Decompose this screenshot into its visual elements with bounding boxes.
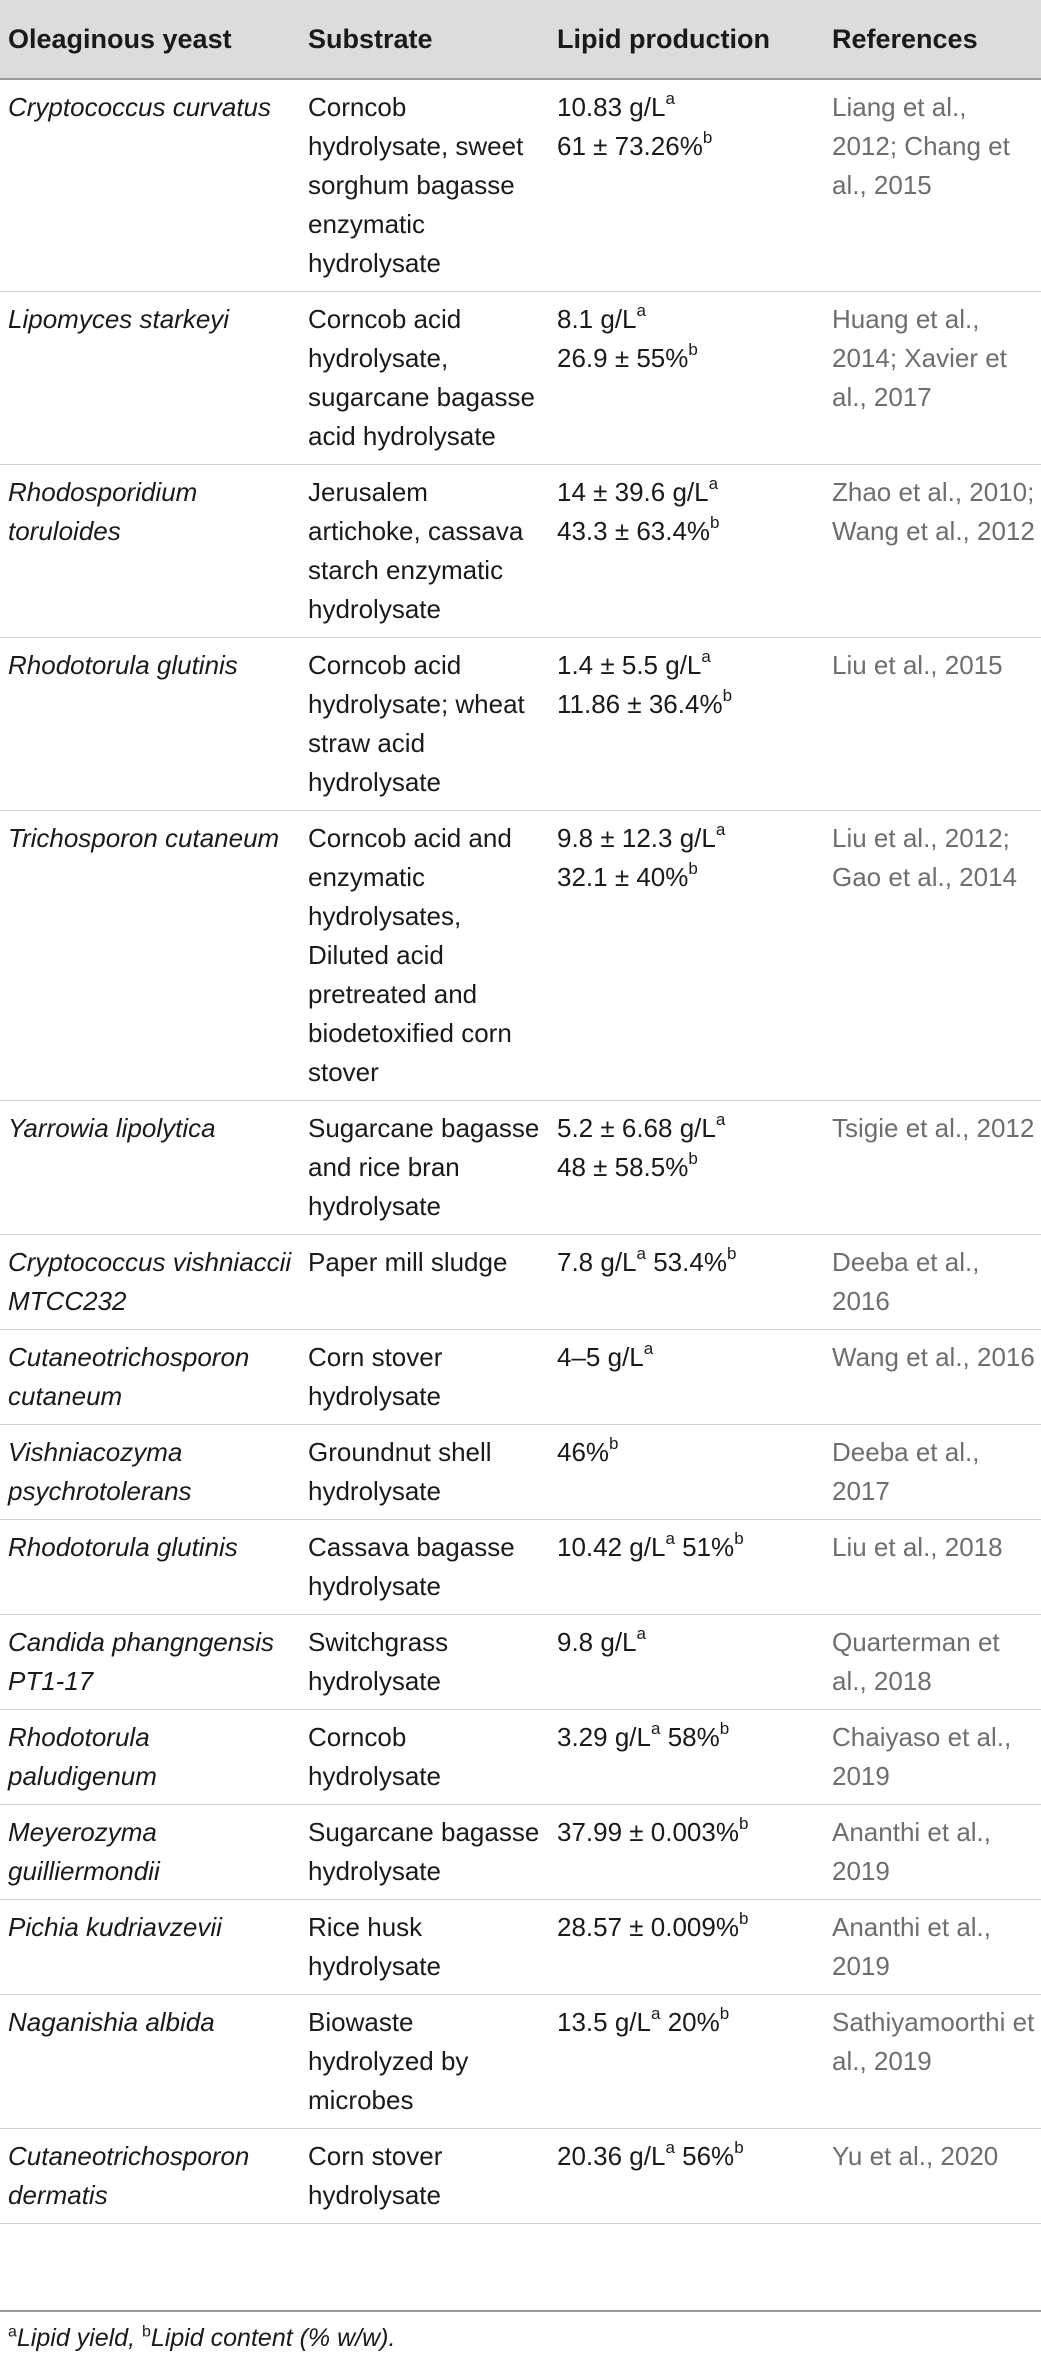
cell-substrate: Sugarcane bagasse hydrolysate	[298, 1805, 547, 1900]
cell-oleaginous-yeast: Yarrowia lipolytica	[0, 1101, 298, 1235]
footnote-marker: b	[738, 1814, 749, 1834]
table-row	[0, 1425, 1041, 1520]
lipid-value-text: 28.57 ± 0.009%	[557, 1912, 739, 1942]
cell-references: Yu et al., 2020	[822, 2129, 1041, 2224]
lipid-value	[557, 685, 816, 724]
table-row	[0, 1520, 1041, 1615]
cell-lipid-production	[547, 1425, 822, 1520]
lipid-value-text: 61 ± 73.26%	[557, 131, 703, 161]
lipid-value	[557, 2138, 675, 2171]
table-body	[0, 79, 1041, 2224]
footnote-marker: b	[688, 340, 698, 360]
lipid-value-text: 1.4 ± 5.5 g/L	[557, 650, 702, 680]
lipid-value	[653, 1244, 737, 1277]
footnote-marker: b	[738, 1909, 749, 1929]
lipid-value-text: 10.42 g/L	[557, 1532, 666, 1562]
table-footnote	[8, 2322, 395, 2354]
lipid-value	[557, 1719, 661, 1752]
footnote-marker: a	[636, 301, 646, 321]
cell-lipid-production	[547, 1520, 822, 1615]
cell-oleaginous-yeast: Cryptococcus curvatus	[0, 79, 298, 292]
cell-lipid-production	[547, 1900, 822, 1995]
footnote-marker: a	[643, 1339, 654, 1359]
footnote-marker: a	[708, 474, 719, 494]
footnote-marker: b	[702, 128, 713, 148]
footnote-marker: b	[609, 1434, 619, 1454]
lipid-value-text: 46%	[557, 1437, 610, 1467]
table-row	[0, 465, 1041, 638]
cell-oleaginous-yeast: Rhodotorula paludigenum	[0, 1710, 298, 1805]
table-row	[0, 1710, 1041, 1805]
cell-substrate: Corn stover hydrolysate	[298, 1330, 547, 1425]
table-row	[0, 1330, 1041, 1425]
table-row	[0, 1805, 1041, 1900]
lipid-value	[557, 339, 816, 378]
header-references: References	[822, 0, 1041, 79]
footnote-marker: a	[636, 1244, 646, 1264]
cell-substrate: Corncob hydrolysate, sweet sorghum bagasse enzymatic hydrolysate	[298, 79, 547, 292]
cell-lipid-production	[547, 1101, 822, 1235]
lipid-value	[557, 512, 816, 551]
footnote-marker: a	[650, 2004, 661, 2024]
cell-substrate: Corncob acid hydrolysate, sugarcane bagasse acid hydrolysate	[298, 292, 547, 465]
footnote-divider	[0, 2310, 1041, 2312]
cell-references: Tsigie et al., 2012	[822, 1101, 1041, 1235]
lipid-value	[557, 1244, 646, 1277]
cell-substrate: Corncob acid and enzymatic hydrolysates, Diluted acid pretreated and biodetoxified corn stover	[298, 811, 547, 1101]
cell-substrate: Cassava bagasse hydrolysate	[298, 1520, 547, 1615]
cell-oleaginous-yeast: Trichosporon cutaneum	[0, 811, 298, 1101]
header-oleaginous-yeast: Oleaginous yeast	[0, 0, 298, 79]
cell-references: Deeba et al., 2017	[822, 1425, 1041, 1520]
footnote-marker: a	[665, 2138, 675, 2158]
table-row	[0, 1995, 1041, 2129]
cell-oleaginous-yeast: Cutaneotrichosporon cutaneum	[0, 1330, 298, 1425]
lipid-value-text: 7.8 g/L	[557, 1247, 637, 1277]
cell-substrate: Corncob hydrolysate	[298, 1710, 547, 1805]
cell-substrate: Switchgrass hydrolysate	[298, 1615, 547, 1710]
cell-references: Quarterman et al., 2018	[822, 1615, 1041, 1710]
lipid-value-text: 51%	[682, 1532, 735, 1562]
cell-oleaginous-yeast: Rhodotorula glutinis	[0, 638, 298, 811]
cell-references: Liang et al., 2012; Chang et al., 2015	[822, 79, 1041, 292]
cell-oleaginous-yeast: Vishniacozyma psychrotolerans	[0, 1425, 298, 1520]
lipid-value-text: 37.99 ± 0.003%	[557, 1817, 739, 1847]
cell-substrate: Jerusalem artichoke, cassava starch enzymatic hydrolysate	[298, 465, 547, 638]
lipid-value	[557, 819, 816, 858]
cell-references: Liu et al., 2015	[822, 638, 1041, 811]
cell-references: Chaiyaso et al., 2019	[822, 1710, 1041, 1805]
cell-substrate: Corncob acid hydrolysate; wheat straw acid hydrolysate	[298, 638, 547, 811]
lipid-value-text: 48 ± 58.5%	[557, 1152, 689, 1182]
cell-substrate: Rice husk hydrolysate	[298, 1900, 547, 1995]
cell-oleaginous-yeast: Cryptococcus vishniaccii MTCC232	[0, 1235, 298, 1330]
lipid-value-text: 43.3 ± 63.4%	[557, 516, 711, 546]
footnote-marker: a	[715, 1110, 726, 1130]
lipid-value	[557, 1529, 675, 1562]
lipid-value-text: 3.29 g/L	[557, 1722, 651, 1752]
table-header	[0, 0, 1041, 79]
lipid-value	[557, 127, 816, 166]
cell-lipid-production	[547, 1710, 822, 1805]
lipid-value	[557, 1624, 646, 1657]
lipid-value	[557, 2004, 661, 2037]
cell-lipid-production	[547, 1805, 822, 1900]
footnote-marker: b	[726, 1244, 737, 1264]
cell-oleaginous-yeast: Lipomyces starkeyi	[0, 292, 298, 465]
cell-oleaginous-yeast: Candida phangngensis PT1-17	[0, 1615, 298, 1710]
cell-references: Ananthi et al., 2019	[822, 1900, 1041, 1995]
lipid-value-text: 20%	[667, 2007, 720, 2037]
lipid-value-text: 10.83 g/L	[557, 92, 666, 122]
lipid-value-text: 53.4%	[653, 1247, 727, 1277]
footnote-marker: b	[688, 1149, 698, 1169]
lipid-value	[557, 88, 816, 127]
cell-substrate: Corn stover hydrolysate	[298, 2129, 547, 2224]
cell-substrate: Groundnut shell hydrolysate	[298, 1425, 547, 1520]
cell-oleaginous-yeast: Rhodotorula glutinis	[0, 1520, 298, 1615]
lipid-value	[557, 858, 816, 897]
cell-oleaginous-yeast: Cutaneotrichosporon dermatis	[0, 2129, 298, 2224]
lipid-value	[557, 646, 816, 685]
cell-lipid-production	[547, 1330, 822, 1425]
cell-references: Wang et al., 2016	[822, 1330, 1041, 1425]
lipid-value	[667, 1719, 730, 1752]
table-row	[0, 638, 1041, 811]
cell-references: Huang et al., 2014; Xavier et al., 2017	[822, 292, 1041, 465]
lipid-value-text: 26.9 ± 55%	[557, 343, 689, 373]
cell-substrate: Sugarcane bagasse and rice bran hydrolysate	[298, 1101, 547, 1235]
cell-references: Liu et al., 2018	[822, 1520, 1041, 1615]
table-row	[0, 1615, 1041, 1710]
cell-lipid-production	[547, 638, 822, 811]
footnote-marker: b	[141, 2323, 151, 2341]
footnote-marker: a	[701, 647, 711, 667]
lipid-value	[557, 1434, 619, 1467]
lipid-value-text: 5.2 ± 6.68 g/L	[557, 1113, 716, 1143]
lipid-value-text: 4–5 g/L	[557, 1342, 644, 1372]
table-row	[0, 292, 1041, 465]
header-lipid-production: Lipid production	[547, 0, 822, 79]
cell-lipid-production	[547, 79, 822, 292]
footnote-text: Lipid yield,	[16, 2324, 142, 2352]
lipid-value	[557, 1148, 816, 1187]
cell-references: Ananthi et al., 2019	[822, 1805, 1041, 1900]
cell-references: Sathiyamoorthi et al., 2019	[822, 1995, 1041, 2129]
lipid-value	[557, 1339, 654, 1372]
cell-oleaginous-yeast: Rhodosporidium toruloides	[0, 465, 298, 638]
cell-oleaginous-yeast: Pichia kudriavzevii	[0, 1900, 298, 1995]
cell-lipid-production	[547, 465, 822, 638]
table-row	[0, 1900, 1041, 1995]
footnote-marker: a	[665, 1529, 675, 1549]
cell-references: Liu et al., 2012; Gao et al., 2014	[822, 811, 1041, 1101]
footnote-marker: b	[719, 1719, 730, 1739]
lipid-value	[682, 2138, 744, 2171]
cell-oleaginous-yeast: Meyerozyma guilliermondii	[0, 1805, 298, 1900]
footnote-marker: a	[636, 1624, 646, 1644]
footnote-marker: a	[715, 820, 726, 840]
footnote-marker: a	[650, 1719, 661, 1739]
cell-references: Zhao et al., 2010; Wang et al., 2012	[822, 465, 1041, 638]
lipid-value-text: 8.1 g/L	[557, 304, 637, 334]
footnote-marker: b	[734, 2138, 744, 2158]
table-row	[0, 1235, 1041, 1330]
footnote-marker: b	[734, 1529, 744, 1549]
header-row	[0, 0, 1041, 79]
lipid-value	[667, 2004, 730, 2037]
table-row	[0, 2129, 1041, 2224]
lipid-value-text: 11.86 ± 36.4%	[557, 689, 723, 719]
lipid-value	[557, 1909, 749, 1942]
lipid-value	[557, 1814, 749, 1847]
lipid-value-text: 9.8 g/L	[557, 1627, 637, 1657]
lipid-value-text: 32.1 ± 40%	[557, 862, 689, 892]
footnote-marker: a	[665, 89, 675, 109]
lipid-value-text: 9.8 ± 12.3 g/L	[557, 823, 716, 853]
footnote-marker: a	[8, 2323, 17, 2341]
cell-lipid-production	[547, 2129, 822, 2224]
footnote-marker: b	[710, 513, 720, 533]
table-row	[0, 811, 1041, 1101]
lipid-value-text: 58%	[667, 1722, 720, 1752]
footnote-marker: b	[688, 859, 698, 879]
cell-substrate: Biowaste hydrolyzed by microbes	[298, 1995, 547, 2129]
cell-lipid-production	[547, 1995, 822, 2129]
footnote-marker: b	[722, 686, 733, 706]
cell-lipid-production	[547, 1615, 822, 1710]
cell-references: Deeba et al., 2016	[822, 1235, 1041, 1330]
lipid-value-text: 13.5 g/L	[557, 2007, 651, 2037]
cell-oleaginous-yeast: Naganishia albida	[0, 1995, 298, 2129]
table-row	[0, 1101, 1041, 1235]
lipid-value-text: 56%	[682, 2141, 735, 2171]
cell-lipid-production	[547, 811, 822, 1101]
cell-lipid-production	[547, 1235, 822, 1330]
footnote-marker: b	[719, 2004, 730, 2024]
lipid-value-text: 14 ± 39.6 g/L	[557, 477, 709, 507]
footnote-text: Lipid content (% w/w).	[150, 2324, 396, 2352]
lipid-value	[557, 473, 816, 512]
header-substrate: Substrate	[298, 0, 547, 79]
lipid-value-text: 20.36 g/L	[557, 2141, 666, 2171]
cell-substrate: Paper mill sludge	[298, 1235, 547, 1330]
lipid-value	[682, 1529, 744, 1562]
table-row	[0, 79, 1041, 292]
lipid-value	[557, 1109, 816, 1148]
lipid-value	[557, 300, 816, 339]
cell-lipid-production	[547, 292, 822, 465]
